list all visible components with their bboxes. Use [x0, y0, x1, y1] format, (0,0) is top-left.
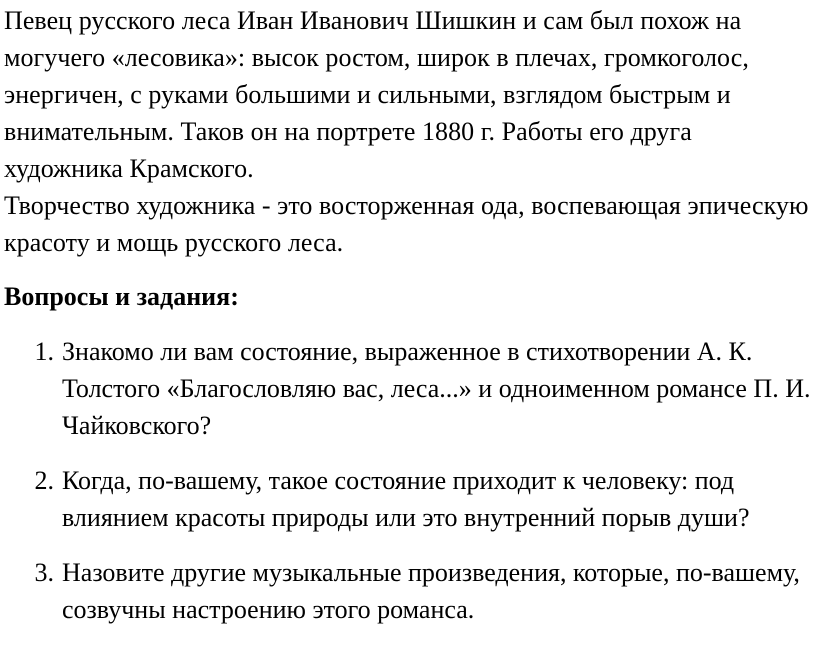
art-paragraph: Творчество художника - это восторженная ода, воспевающая эпическую красоту и мощь русского леса.: [4, 191, 809, 257]
question-number: 2.: [34, 466, 54, 495]
question-number: 3.: [34, 558, 54, 587]
question-item: [0, 554, 816, 628]
intro-paragraph: Певец русского леса Иван Иванович Шишкин и сам был похож на могучего «лесовика»: высок ростом, широк в плечах, громкоголос, энергичен, с руками большими и сильными, взглядом быстрым и внимательным. Таков он на портрете 1880 г. Работы его друга художника Крамского.: [4, 6, 749, 183]
questions-heading: Вопросы и задания:: [4, 282, 239, 311]
question-item: [0, 462, 816, 536]
question-text: Знакомо ли вам состояние, выраженное в стихотворении А. К. Толстого «Благословляю вас, леса...» и одноименном романсе П. И. Чайковского?: [62, 337, 811, 440]
question-number: 1.: [34, 337, 54, 366]
question-item: [0, 333, 816, 444]
question-text: Назовите другие музыкальные произведения, которые, по-вашему, созвучны настроению этого романса.: [62, 558, 800, 624]
question-text: Когда, по-вашему, такое состояние приходит к человеку: под влиянием красоты природы или это внутренний порыв души?: [62, 466, 750, 532]
questions-list: [0, 333, 816, 646]
